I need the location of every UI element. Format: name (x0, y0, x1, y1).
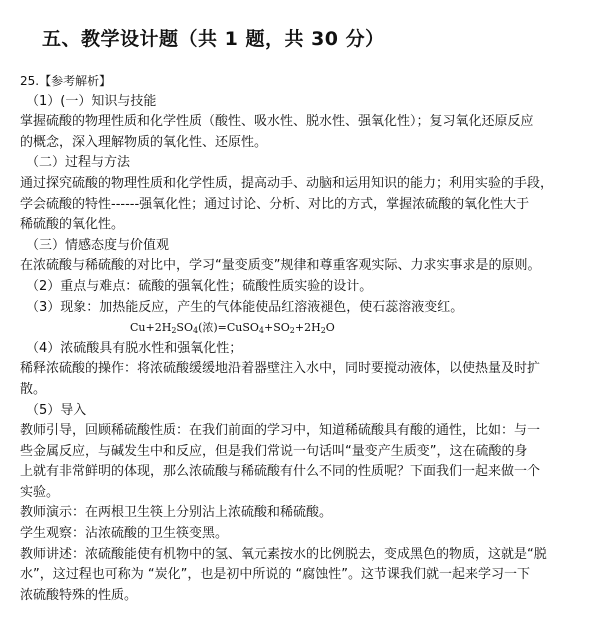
paragraph-line: 通过探究硫酸的物理性质和化学性质，提高动手、动脑和运用知识的能力；利用实验的手段， (20, 175, 554, 191)
paragraph-line: 学会硫酸的特性------强氧化性；通过讨论、分析、对比的方式，掌握浓硫酸的氧化性大于 (20, 196, 530, 212)
paragraph-line: 的概念，深入理解物质的氧化性、还原性。 (20, 134, 268, 150)
paragraph-line: 掌握硫酸的物理性质和化学性质（酸性、吸水性、脱水性、强氧化性）；复习氧化还原反应 (20, 114, 534, 130)
subheading-attitude-values: （三）情感态度与价值观 (26, 237, 170, 253)
subheading-introduction: （5）导入 (26, 402, 87, 418)
phenomenon-line: （3）现象：加热能反应，产生的气体能使品红溶液褪色，使石蕊溶液变红。 (26, 299, 464, 315)
paragraph-line: 浓硫酸特殊的性质。 (20, 587, 138, 603)
subheading-knowledge-skills: （1）(一）知识与技能 (26, 93, 157, 109)
answer-body (20, 71, 605, 606)
paragraph-line: 学生观察：沾浓硫酸的卫生筷变黑。 (20, 526, 229, 542)
paragraph-line: 稀释浓硫酸的操作：将浓硫酸缓缓地沿着器壁注入水中，同时要搅动液体，以使热量及时扩 (20, 361, 541, 377)
section-title: 五、教学设计题（共 1 题，共 30 分） (42, 28, 385, 50)
paragraph-line: 实验。 (20, 484, 60, 500)
chemical-equation: $Cu+2H_2SO_4$(浓)$=CuSO_4+SO_2+2H_2O$ (130, 321, 335, 336)
property-line: （4）浓硫酸具有脱水性和强氧化性； (26, 340, 243, 356)
paragraph-line: 些金属反应，与碱发生中和反应，但是我们常说一句话叫“量变产生质变”，这在硫酸的身 (20, 443, 528, 459)
paragraph-line: 教师演示：在两根卫生筷上分别沾上浓硫酸和稀硫酸。 (20, 505, 333, 521)
subheading-process-method: （二）过程与方法 (26, 155, 131, 171)
paragraph-line: 在浓硫酸与稀硫酸的对比中，学习“量变质变”规律和尊重客观实际、力求实事求是的原则。 (20, 258, 541, 274)
paragraph-line: 上就有非常鲜明的体现，那么浓硫酸与稀硫酸有什么不同的性质呢？下面我们一起来做一个 (20, 464, 541, 480)
paragraph-line: 散。 (20, 381, 47, 397)
paragraph-line: 教师引导，回顾稀硫酸性质：在我们前面的学习中，知道稀硫酸具有酸的通性，比如：与一 (20, 423, 541, 439)
key-points-line: （2）重点与难点：硫酸的强氧化性；硫酸性质实验的设计。 (26, 278, 373, 294)
paragraph-line: 稀硫酸的氧化性。 (20, 217, 125, 233)
paragraph-line: 教师讲述：浓硫酸能使有机物中的氢、氧元素按水的比例脱去，变成黑色的物质，这就是“脱 (20, 546, 547, 562)
paragraph-line: 水”，这过程也可称为 “炭化”，也是初中所说的 “腐蚀性”。这节课我们就一起来学习一下 (20, 567, 530, 583)
question-reference: 25.【参考解析】 (20, 74, 112, 88)
